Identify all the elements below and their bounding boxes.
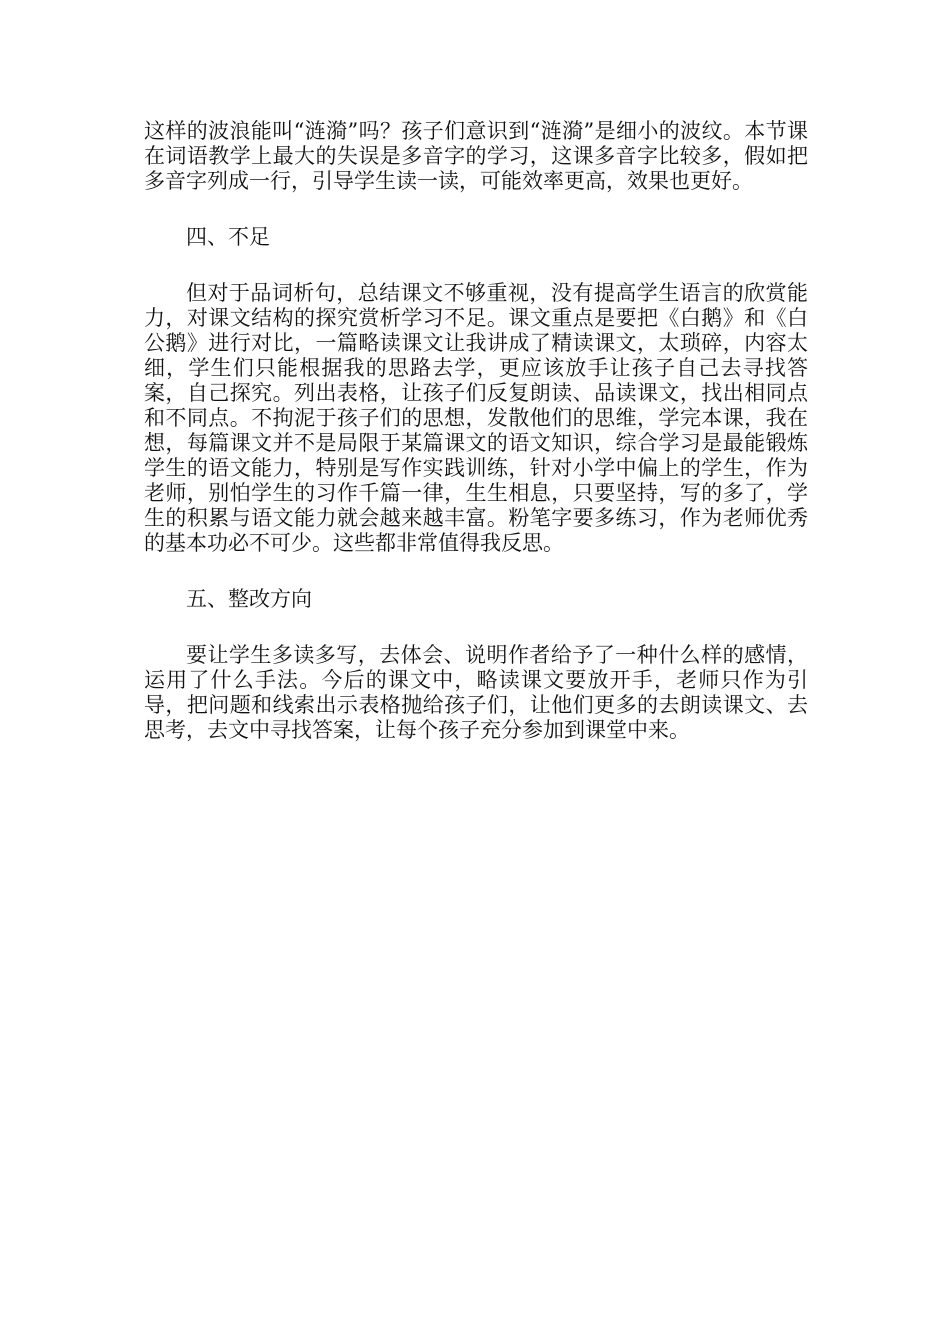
paragraph-continuation: 这样的波浪能叫“涟漪”吗？孩子们意识到“涟漪”是细小的波纹。本节课在词语教学上最大的失误是多音字的学习，这课多音字比较多，假如把多音字列成一行，引导学生读一读，可能效率更高，效果也更好。 bbox=[144, 119, 808, 193]
paragraph-gap bbox=[144, 556, 808, 587]
paragraph-gap bbox=[144, 250, 808, 281]
section-heading-shortcomings: 四、不足 bbox=[186, 225, 270, 249]
paragraph-improvement: 要让学生多读多写，去体会、说明作者给予了一种什么样的感情，运用了什么手法。今后的课文中，略读课文要放开手，老师只作为引导，把问题和线索出示表格抛给孩子们，让他们更多的去朗读课文、去思考，去文中寻找答案，让每个孩子充分参加到课堂中来。 bbox=[144, 643, 808, 742]
document-body bbox=[144, 119, 808, 743]
paragraph-gap bbox=[144, 612, 808, 643]
paragraph-gap bbox=[144, 194, 808, 225]
paragraph-shortcomings: 但对于品词析句，总结课文不够重视，没有提高学生语言的欣赏能力，对课文结构的探究赏析学习不足。课文重点是要把《白鹅》和《白公鹅》进行对比，一篇略读课文让我讲成了精读课文，太琐碎，内容太细，学生们只能根据我的思路去学，更应该放手让孩子自己去寻找答案，自己探究。列出表格，让孩子们反复朗读、品读课文，找出相同点和不同点。不拘泥于孩子们的思想，发散他们的思维，学完本课，我在想，每篇课文并不是局限于某篇课文的语文知识，综合学习是最能锻炼学生的语文能力，特别是写作实践训练，针对小学中偏上的学生，作为老师，别怕学生的习作千篇一律，生生相息，只要坚持，写的多了，学生的积累与语文能力就会越来越丰富。粉笔字要多练习，作为老师优秀的基本功必不可少。这些都非常值得我反思。 bbox=[144, 281, 808, 555]
section-heading-improvement: 五、整改方向 bbox=[186, 587, 312, 611]
